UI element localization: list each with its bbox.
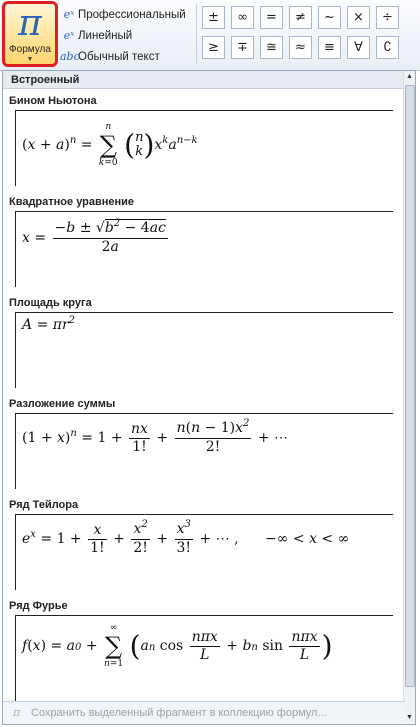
plain-text-mode-icon: abc (60, 50, 80, 63)
scroll-up-icon[interactable]: ▲ (406, 73, 413, 80)
equation-preview: $(1 + x)^n = 1$ + $\frac{nx}{1!}$ + $\frac{n(n - 1)x^2}{2!}$ + ⋯ (15, 413, 393, 489)
equation-ribbon (0, 0, 420, 71)
footer-label: Сохранить выделенный фрагмент в коллекцию формул... (31, 707, 327, 719)
symbol-plus-minus[interactable]: ± (202, 6, 225, 29)
symbol-minus-plus[interactable]: ∓ (231, 36, 254, 59)
gallery-entry-sum-expansion[interactable] (9, 395, 395, 489)
pi-icon: π (18, 3, 42, 44)
equation-mode-list (60, 4, 192, 67)
entry-title: Разложение суммы (9, 398, 116, 410)
equation-preview: $e^x = 1$ + $\frac{x}{1!}$ + $\frac{x^2}{2!}$ + $\frac{x^3}{3!}$ + ⋯ , −∞ < x < ∞ (15, 514, 393, 590)
symbol-infinity[interactable]: ∞ (231, 6, 254, 29)
mode-linear[interactable]: eˣ Линейный (60, 25, 192, 46)
gallery-entry-taylor[interactable] (9, 496, 395, 590)
entry-title: Бином Ньютона (9, 95, 97, 107)
mode-professional[interactable]: eˣ Профессиональный (60, 4, 192, 25)
entry-title: Ряд Тейлора (9, 499, 79, 511)
equation-preview: $(x + a)^n$ = n ∑ k=0 ( n k )$x^ka^{n-k}$ (15, 110, 393, 186)
symbol-divide[interactable]: ÷ (376, 6, 399, 29)
chevron-down-icon: ▼ (26, 56, 34, 63)
symbol-times[interactable]: × (347, 6, 370, 29)
entry-title: Квадратное уравнение (9, 196, 135, 208)
symbol-equals[interactable]: = (260, 6, 283, 29)
symbol-congruent[interactable]: ≅ (260, 36, 283, 59)
symbol-identical[interactable]: ≡ (318, 36, 341, 59)
equation-gallery-dropdown (2, 70, 416, 725)
formula-button[interactable] (2, 1, 58, 67)
symbol-for-all[interactable]: ∀ (347, 36, 370, 59)
professional-mode-icon: eˣ (63, 8, 75, 21)
scroll-down-icon[interactable]: ▼ (406, 714, 413, 721)
symbol-tilde[interactable]: ~ (318, 6, 341, 29)
gallery-scrollbar[interactable] (403, 71, 415, 724)
entry-title: Ряд Фурье (9, 600, 68, 612)
save-selection-to-gallery[interactable] (3, 701, 405, 724)
entry-title: Площадь круга (9, 297, 92, 309)
gallery-entry-quadratic[interactable] (9, 193, 395, 287)
pi-icon: π (13, 706, 21, 719)
section-header-builtin: Встроенный (3, 71, 405, 89)
symbol-greater-equal[interactable]: ≥ (202, 36, 225, 59)
linear-mode-icon: eˣ (63, 29, 75, 42)
mode-plain-text[interactable]: abcОбычный текст (60, 46, 192, 67)
equation-preview: f(x) = a0 + ∞ ∑ n=1 (an cos $\frac{\text{nπx}}{L}$ + bn sin $\frac{\text{nπx}}{L}$ ) (15, 615, 393, 705)
scroll-thumb[interactable] (405, 85, 415, 687)
formula-button-label: Формула (9, 44, 51, 55)
gallery-entry-circle-area[interactable] (9, 294, 395, 388)
ribbon-divider (196, 4, 197, 64)
symbol-complement[interactable]: ∁ (376, 36, 399, 59)
gallery-entry-fourier[interactable] (9, 597, 395, 705)
symbol-approx[interactable]: ≈ (289, 36, 312, 59)
equation-preview: x = $\frac{-b \pm √b^2 - 4ac}{2a}$ (15, 211, 393, 287)
symbol-not-equal[interactable]: ≠ (289, 6, 312, 29)
gallery-entry-binomial[interactable] (9, 92, 395, 186)
equation-preview: $A = \pi r^2$ (15, 312, 393, 388)
